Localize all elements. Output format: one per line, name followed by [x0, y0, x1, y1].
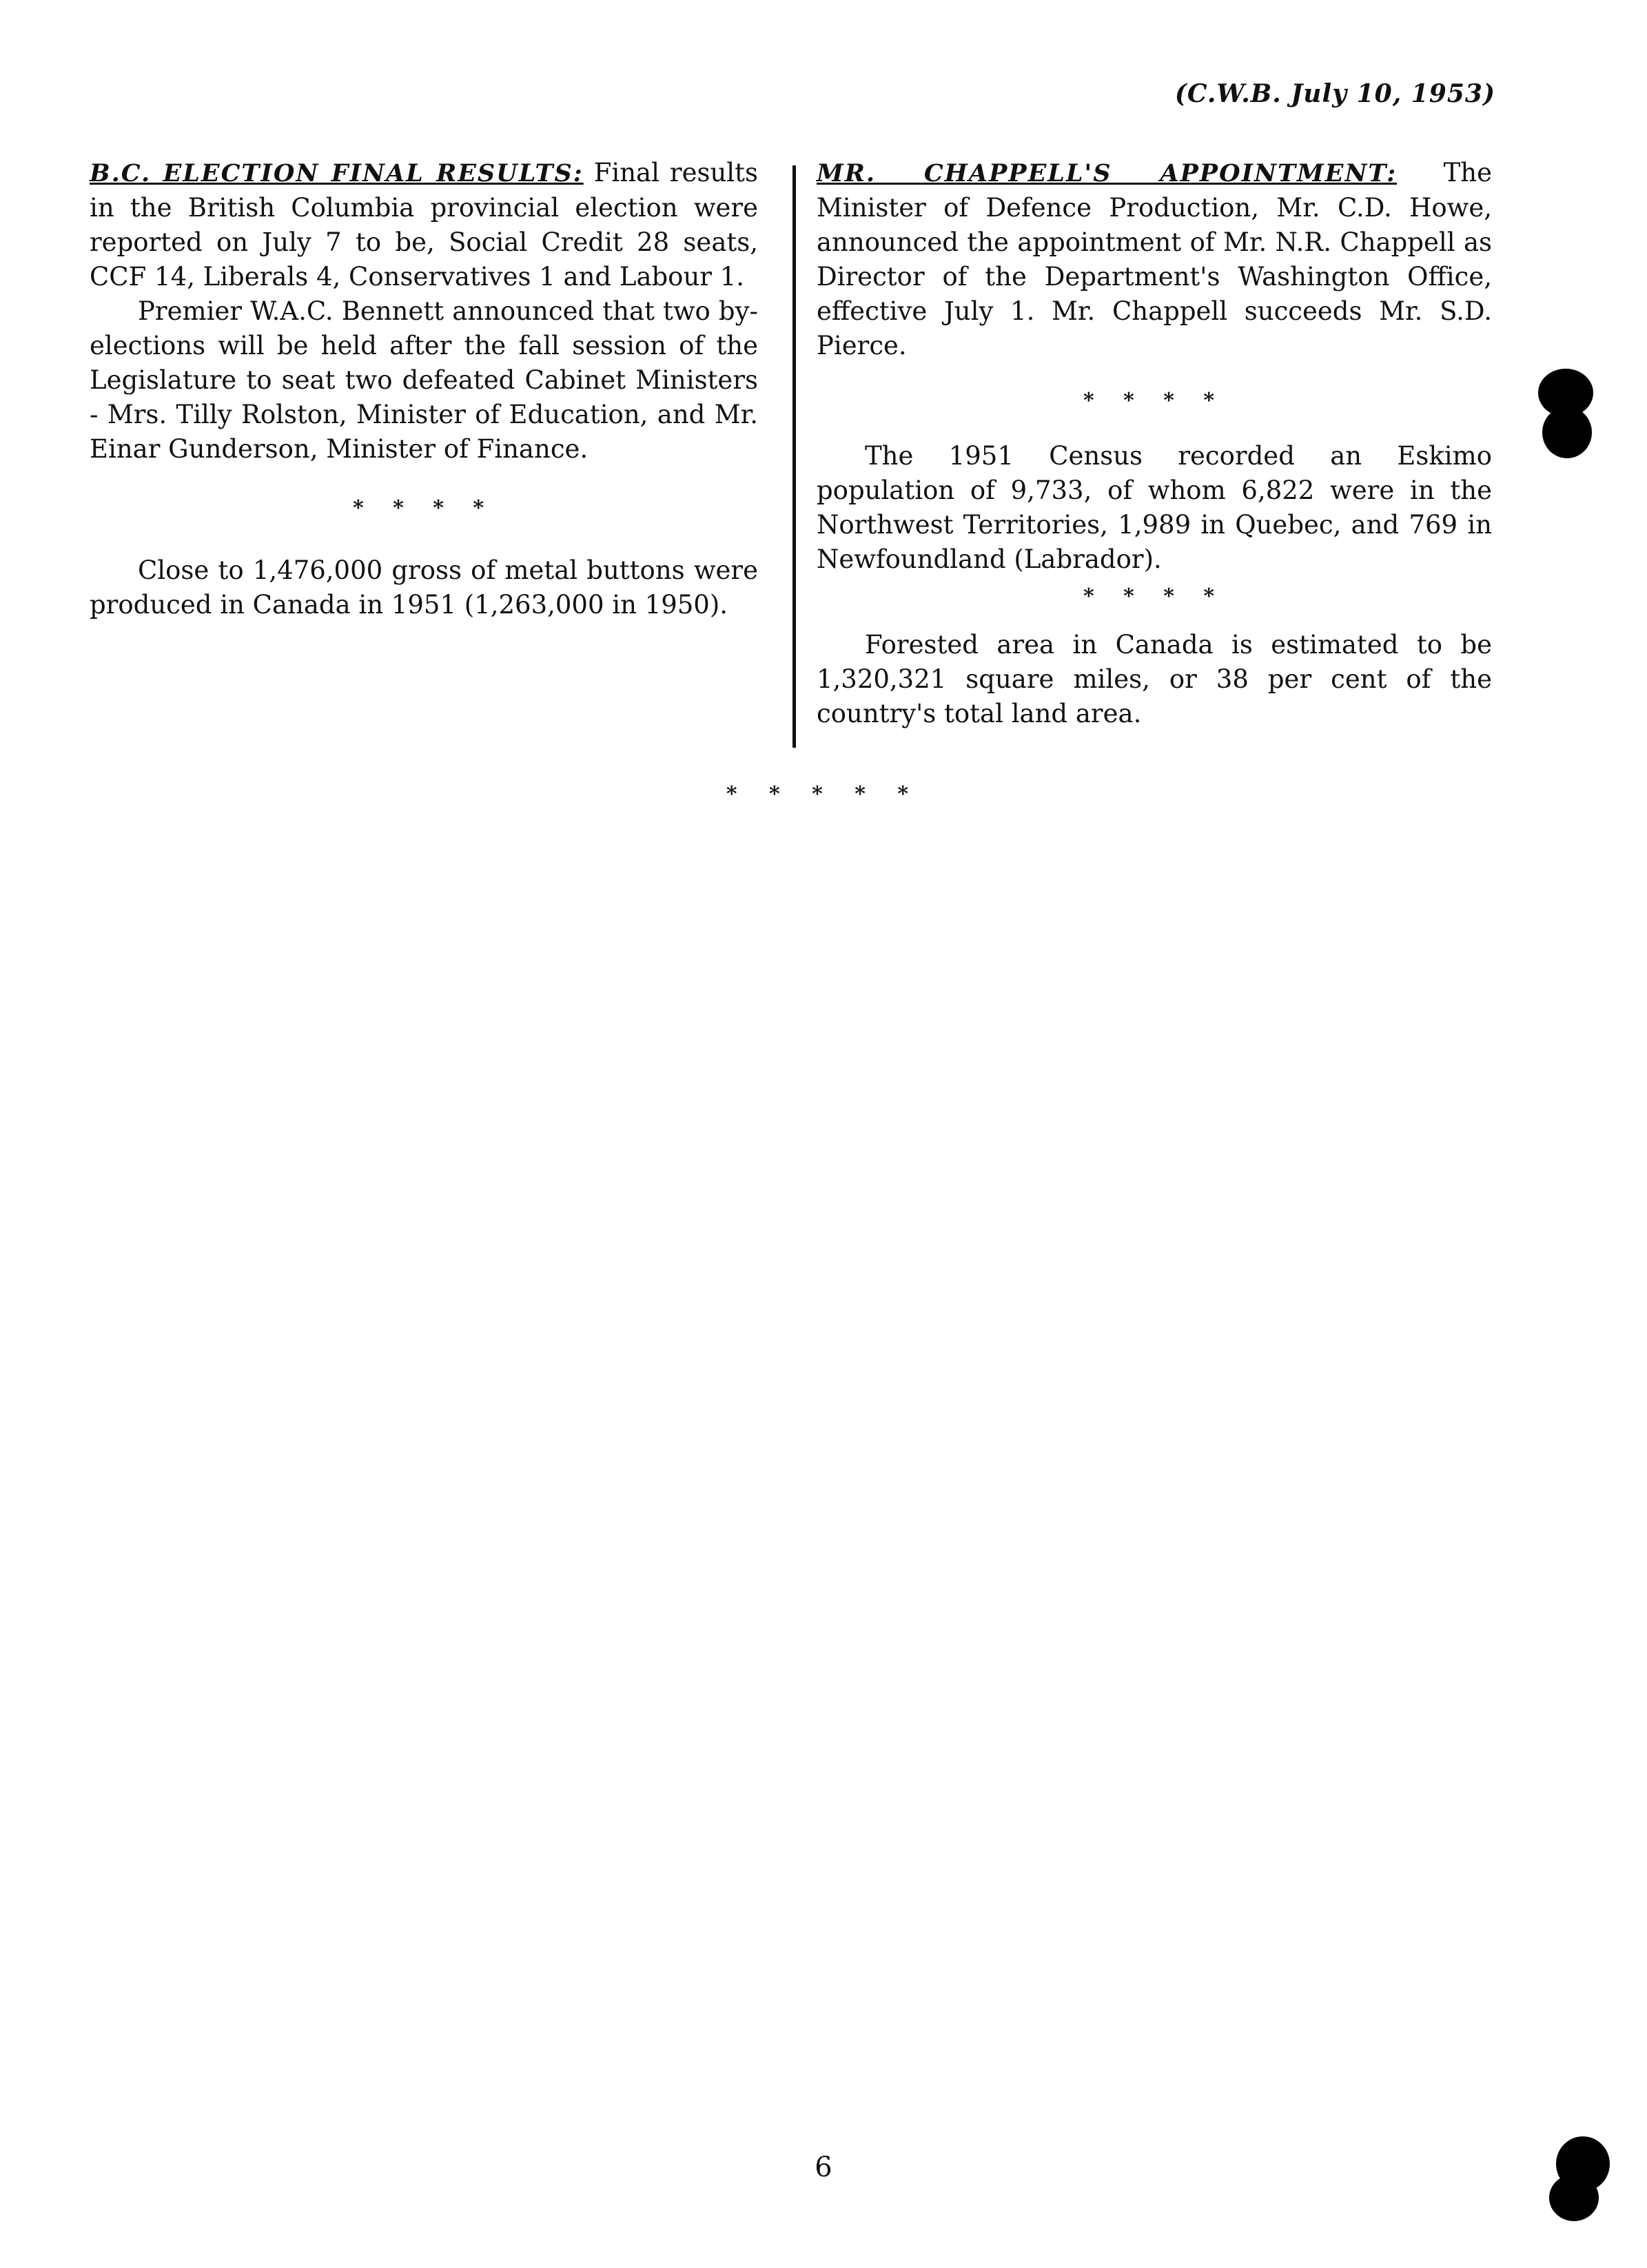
punch-hole-top-lower	[1542, 407, 1592, 458]
page-header-citation: (C.W.B. July 10, 1953)	[1174, 79, 1495, 108]
appointment-paragraph	[817, 156, 1492, 363]
appointment-lead: The Minister of Defence Production, Mr. C.D. Howe, announced the appointment of Mr. N.R. Chappell as Director of the Department's Washington Office, effective July 1. Mr. Chappell succeeds Mr. S.D. Pierce.	[817, 158, 1492, 360]
right-column	[817, 156, 1492, 731]
page-number: 6	[815, 2152, 832, 2183]
election-results-heading: B.C. ELECTION FINAL RESULTS:	[90, 159, 584, 187]
separator-stars: * * * *	[1083, 389, 1226, 413]
appointment-heading: MR. CHAPPELL'S APPOINTMENT:	[817, 159, 1398, 187]
punch-hole-bottom-lower	[1549, 2174, 1599, 2221]
election-results-paragraph	[90, 156, 758, 294]
left-column	[90, 156, 758, 622]
forested-area-paragraph: Forested area in Canada is estimated to be 1,320,321 square miles, or 38 per cent of the country's total land area.	[817, 630, 1492, 728]
separator-stars: * * * *	[1083, 584, 1226, 609]
column-divider	[792, 165, 796, 748]
by-elections-paragraph: Premier W.A.C. Bennett announced that two by-elections will be held after the fall session of the Legislature to seat two defeated Cabinet Ministers - Mrs. Tilly Rolston, Minister of Education, and Mr. Einar Gunderson, Minister of Finance.	[90, 296, 758, 464]
metal-buttons-paragraph: Close to 1,476,000 gross of metal buttons were produced in Canada in 1951 (1,263,000 in 1950).	[90, 555, 758, 620]
election-results-lead: Final results in the British Columbia provincial election were reported on July 7 to be, Social Credit 28 seats, CCF 14, Liberals 4, Conservatives 1 and Labour 1.	[90, 158, 759, 292]
separator-stars: * * * *	[352, 496, 495, 520]
final-separator-stars: * * * * *	[726, 782, 921, 806]
census-paragraph: The 1951 Census recorded an Eskimo population of 9,733, of whom 6,822 were in the Northwest Territories, 1,989 in Quebec, and 769 in Newfoundland (Labrador).	[817, 441, 1492, 574]
